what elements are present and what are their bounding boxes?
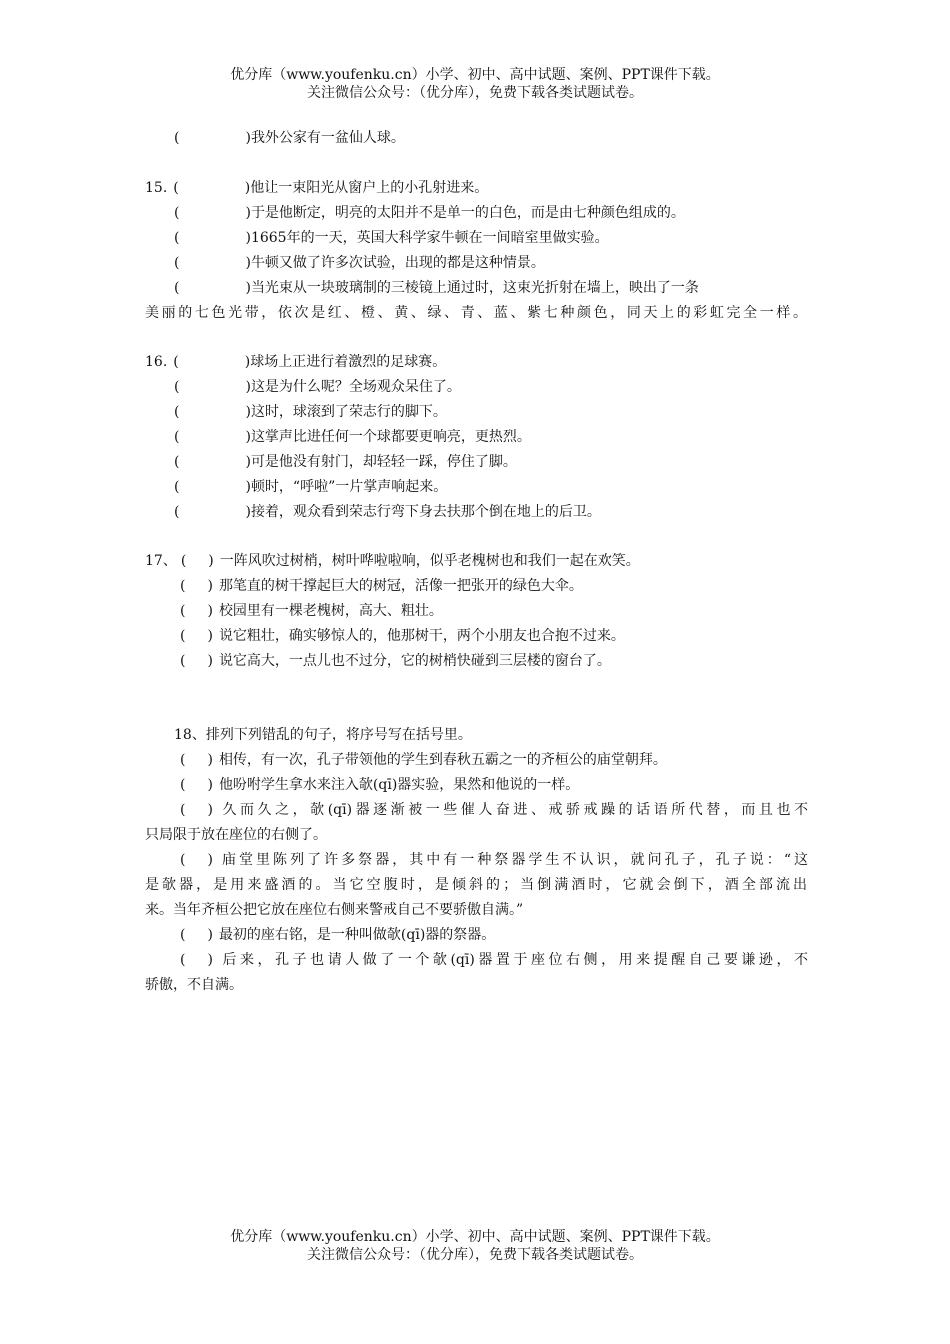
q18-item: [180, 775, 579, 795]
q18-item: [180, 850, 808, 870]
item-text: 这掌声比进任何一个球都要更响亮，更热烈。: [250, 429, 531, 445]
answer-blank[interactable]: ( ): [180, 927, 213, 943]
answer-blank[interactable]: ( ): [180, 802, 213, 818]
item-text: 最初的座右铭，是一种叫做欹(qī)器的祭器。: [218, 927, 496, 943]
answer-blank[interactable]: ( ): [180, 952, 213, 968]
item-text: 庙堂里陈列了许多祭器，其中有一种祭器学生不认识，就问孔子，孔子说：“这: [218, 852, 808, 868]
answer-blank[interactable]: ( ): [180, 628, 213, 644]
answer-blank[interactable]: ( ): [173, 180, 251, 196]
item-text: 当光束从一块玻璃制的三棱镜上通过时，这束光折射在墙上，映出了一条: [250, 280, 699, 296]
q18-item: [180, 925, 495, 945]
q15-continuation: 美丽的七色光带，依次是红、橙、黄、绿、青、蓝、紫七种颜色，同天上的彩虹完全一样。: [145, 305, 807, 321]
q16-item: [174, 452, 517, 472]
header-line-2: 关注微信公众号：（优分库），免费下载各类试题试卷。: [307, 85, 643, 101]
item-text: 这时，球滚到了荣志行的脚下。: [250, 404, 447, 420]
q18-item-continuation: 来。当年齐桓公把它放在座位右侧来警戒自己不要骄傲自满。”: [145, 902, 524, 918]
answer-blank[interactable]: ( ): [174, 280, 251, 296]
item-text: 顿时，“呼啦”一片掌声响起来。: [250, 479, 448, 495]
q16-item: [174, 477, 447, 497]
answer-blank[interactable]: ( ): [174, 504, 251, 520]
item-text: 可是他没有射门，却轻轻一踩，停住了脚。: [250, 454, 517, 470]
item-text: 一阵风吹过树梢，树叶哗啦啦响，似乎老槐树也和我们一起在欢笑。: [219, 553, 640, 569]
answer-blank[interactable]: ( ): [180, 852, 213, 868]
answer-blank[interactable]: ( ): [174, 130, 251, 146]
footer-line-1: 优分库（www.youfenku.cn）小学、初中、高中试题、案例、PPT课件下载。: [230, 1229, 720, 1245]
q15-item: [174, 278, 699, 298]
item-text: 说它高大，一点儿也不过分，它的树梢快碰到三层楼的窗台了。: [218, 653, 611, 669]
header-line-1: 优分库（www.youfenku.cn）小学、初中、高中试题、案例、PPT课件下载。: [230, 67, 720, 83]
answer-blank[interactable]: ( ): [174, 379, 251, 395]
q16-item: [174, 502, 601, 522]
answer-blank[interactable]: ( ): [180, 653, 213, 669]
q18-item-continuation: 是欹器，是用来盛酒的。当它空腹时，是倾斜的；当倒满酒时，它就会倒下，酒全部流出: [145, 877, 807, 893]
item-text: 于是他断定，明亮的太阳并不是单一的白色，而是由七种颜色组成的。: [250, 205, 685, 221]
q18-item-continuation: 只局限于放在座位的右侧了。: [145, 827, 327, 843]
answer-blank[interactable]: ( ): [180, 578, 213, 594]
q15-item: [145, 178, 488, 198]
q17-item: [180, 601, 443, 621]
page-header: [0, 66, 950, 102]
item-text: 1665年的一天，英国大科学家牛顿在一间暗室里做实验。: [250, 230, 609, 246]
answer-blank[interactable]: ( ): [180, 777, 213, 793]
q18-instruction: 18、排列下列错乱的句子，将序号写在括号里。: [174, 727, 472, 743]
answer-blank[interactable]: ( ): [180, 603, 213, 619]
q15-item: [174, 253, 545, 273]
item-text: 接着，观众看到荣志行弯下身去扶那个倒在地上的后卫。: [250, 504, 601, 520]
q16-item: [174, 427, 531, 447]
answer-blank[interactable]: ( ): [174, 454, 251, 470]
answer-blank[interactable]: ( ): [174, 255, 251, 271]
answer-blank[interactable]: ( ): [180, 752, 213, 768]
answer-blank[interactable]: ( ): [174, 429, 251, 445]
q18-item: [180, 950, 808, 970]
answer-blank[interactable]: ( ): [180, 553, 214, 569]
question-number: 15.: [145, 180, 168, 196]
q17-item: [145, 551, 640, 571]
answer-blank[interactable]: ( ): [174, 404, 251, 420]
item-text: 相传，有一次，孔子带领他的学生到春秋五霸之一的齐桓公的庙堂朝拜。: [218, 752, 667, 768]
q14-item: [174, 128, 405, 148]
item-text: 我外公家有一盆仙人球。: [250, 130, 405, 146]
q18-item-continuation: 骄傲，不自满。: [145, 977, 243, 993]
item-text: 那笔直的树干撑起巨大的树冠，活像一把张开的绿色大伞。: [218, 578, 583, 594]
q16-item: [145, 352, 446, 372]
question-number: 16.: [145, 354, 168, 370]
q17-item: [180, 651, 611, 671]
item-text: 他让一束阳光从窗户上的小孔射进来。: [250, 180, 489, 196]
answer-blank[interactable]: ( ): [174, 230, 251, 246]
answer-blank[interactable]: ( ): [174, 205, 251, 221]
answer-blank[interactable]: ( ): [173, 354, 251, 370]
q18-item: [180, 800, 808, 820]
q17-item: [180, 626, 625, 646]
item-text: 说它粗壮，确实够惊人的，他那树干，两个小朋友也合抱不过来。: [218, 628, 625, 644]
footer-line-2: 关注微信公众号：（优分库），免费下载各类试题试卷。: [307, 1247, 643, 1263]
question-number: 17、: [145, 553, 177, 569]
q16-item: [174, 402, 447, 422]
item-text: 校园里有一棵老槐树，高大、粗壮。: [218, 603, 443, 619]
page-footer: [0, 1228, 950, 1264]
q16-item: [174, 377, 461, 397]
q17-item: [180, 576, 583, 596]
q15-item: [174, 203, 685, 223]
item-text: 久而久之，欹(qī)器逐渐被一些催人奋进、戒骄戒躁的话语所代替，而且也不: [218, 802, 808, 818]
q18-item: [180, 750, 667, 770]
item-text: 他吩咐学生拿水来注入欹(qī)器实验，果然和他说的一样。: [218, 777, 580, 793]
answer-blank[interactable]: ( ): [174, 479, 251, 495]
item-text: 后来，孔子也请人做了一个欹(qī)器置于座位右侧，用来提醒自己要谦逊，不: [218, 952, 808, 968]
q15-item: [174, 228, 609, 248]
item-text: 球场上正进行着激烈的足球赛。: [250, 354, 447, 370]
item-text: 这是为什么呢？全场观众呆住了。: [250, 379, 461, 395]
item-text: 牛顿又做了许多次试验，出现的都是这种情景。: [250, 255, 545, 271]
